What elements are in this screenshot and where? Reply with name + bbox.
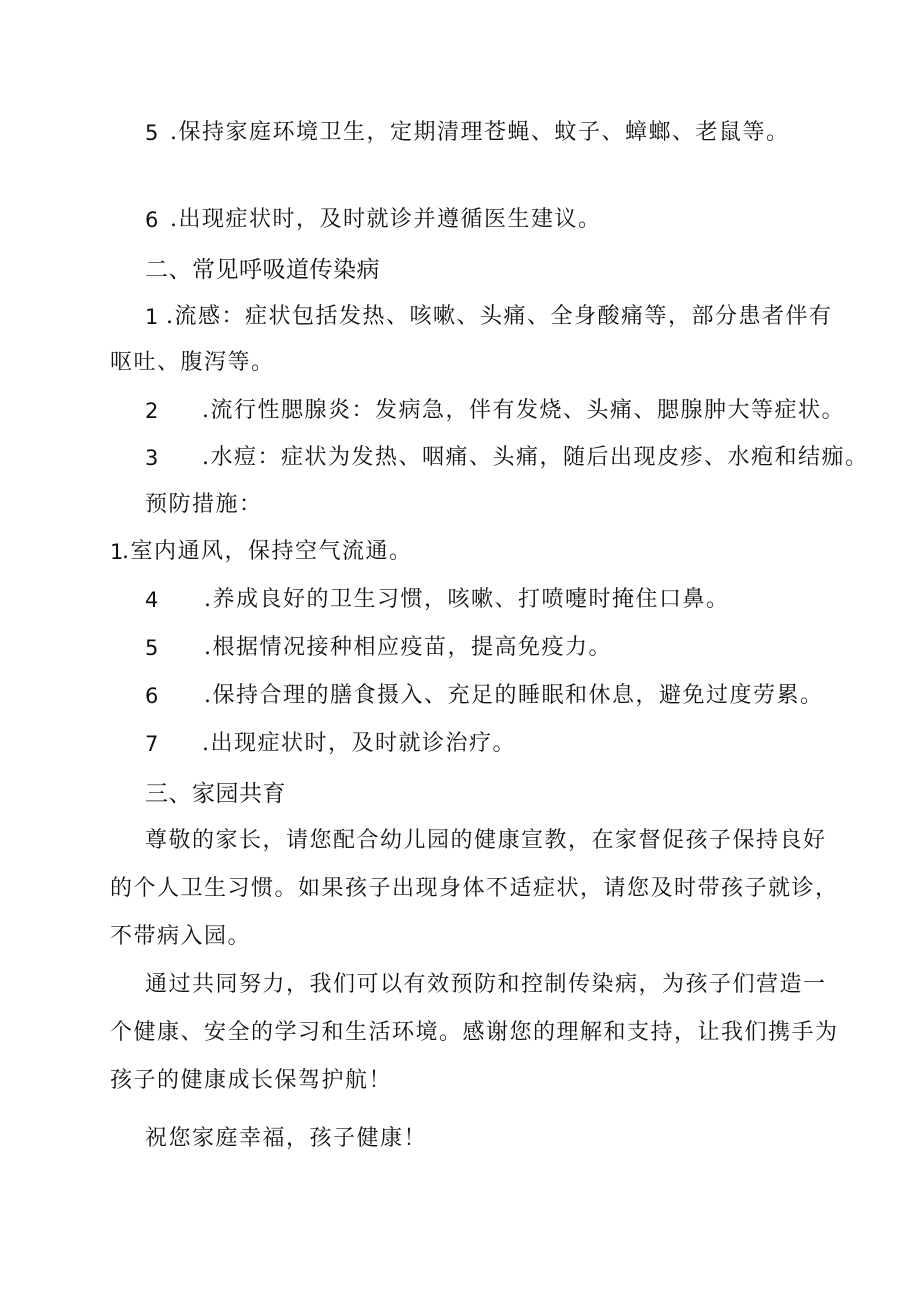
paragraph-line: 的个人卫生习惯。如果孩子出现身体不适症状，请您及时带孩子就诊， xyxy=(110,876,839,901)
item-number: 5 xyxy=(145,636,159,660)
paragraph-line: 个健康、安全的学习和生活环境。感谢您的理解和支持，让我们携手为 xyxy=(110,1020,839,1045)
item-number: 7 xyxy=(145,732,159,756)
item-text: .保持家庭环境卫生，定期清理苍蝇、蚊子、蟑螂、老鼠等。 xyxy=(170,120,790,145)
item-number: 5 xyxy=(145,121,159,145)
item-number: 3 xyxy=(145,446,159,470)
section-heading: 三、家园共育 xyxy=(145,781,286,807)
item-number: 6 xyxy=(145,208,159,232)
item-text: .流行性腮腺炎：发病急，伴有发烧、头痛、腮腺肿大等症状。 xyxy=(202,398,845,423)
item-text: .出现症状时，及时就诊治疗。 xyxy=(202,731,516,756)
item-text: .保持合理的膳食摄入、充足的睡眠和休息，避免过度劳累。 xyxy=(204,683,824,708)
paragraph-line: 尊敬的家长，请您配合幼儿园的健康宣教，在家督促孩子保持良好 xyxy=(145,828,827,853)
item-number: 6 xyxy=(145,684,159,708)
item-text: .出现症状时，及时就诊并遵循医生建议。 xyxy=(170,207,602,232)
closing-line: 祝您家庭幸福，孩子健康！ xyxy=(145,1126,428,1151)
paragraph-line: 孩子的健康成长保驾护航！ xyxy=(110,1068,393,1093)
item-text-continuation: 呕吐、腹泻等。 xyxy=(110,350,275,375)
item-text: .养成良好的卫生习惯，咳嗽、打喷嚏时掩住口鼻。 xyxy=(204,587,730,612)
item-text: .室内通风，保持空气流通。 xyxy=(122,539,413,564)
item-number: 4 xyxy=(145,588,159,612)
paragraph-line: 不带病入园。 xyxy=(110,924,252,949)
item-text: .根据情况接种相应疫苗，提高免疫力。 xyxy=(204,635,612,660)
item-number: 1 xyxy=(110,540,124,564)
paragraph-line: 通过共同努力，我们可以有效预防和控制传染病，为孩子们营造一 xyxy=(145,972,827,997)
section-heading: 二、常见呼吸道传染病 xyxy=(145,257,380,283)
prevention-label: 预防措施： xyxy=(145,492,263,517)
item-text: .水痘：症状为发热、咽痛、头痛，随后出现皮疹、水疱和结痂。 xyxy=(202,445,869,470)
item-text: .流感：症状包括发热、咳嗽、头痛、全身酸痛等，部分患者伴有 xyxy=(166,304,833,329)
item-number: 2 xyxy=(145,399,159,423)
item-number: 1 xyxy=(145,305,159,329)
